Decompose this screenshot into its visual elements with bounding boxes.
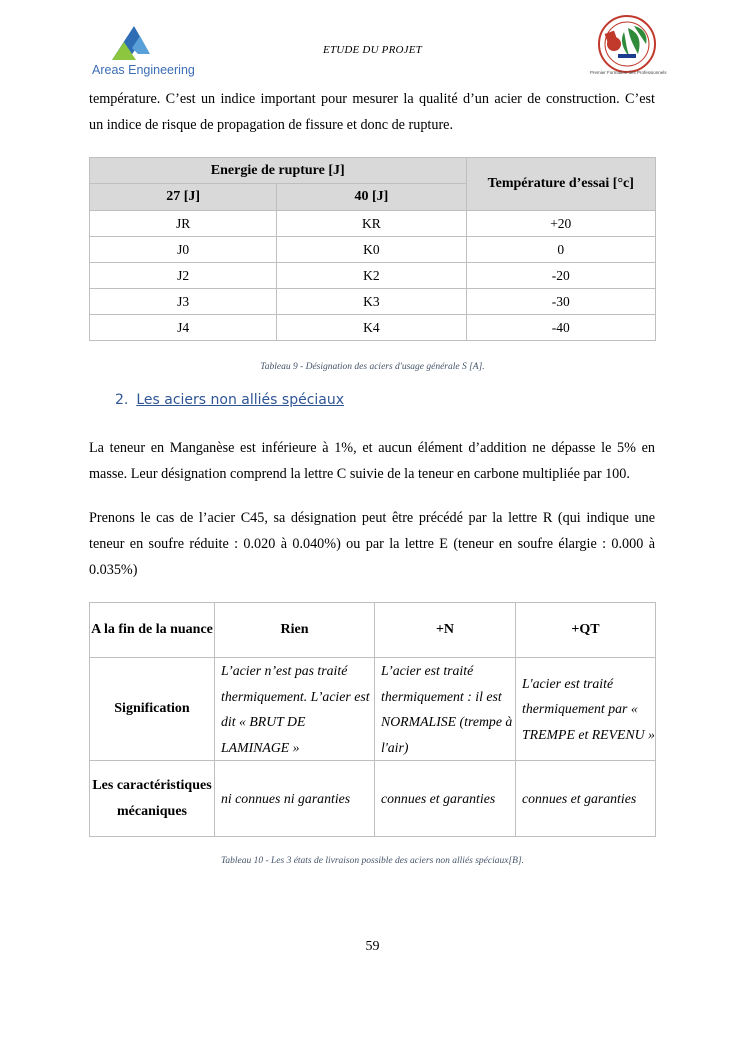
energy-group-header: Energie de rupture [J]: [90, 158, 467, 184]
carac-label: Les caractéristiques mécaniques: [90, 761, 215, 837]
table-row: [90, 289, 656, 315]
table-cell: K2: [277, 263, 466, 289]
table-cell: L’acier est traité thermiquement : il est NORMALISE (trempe à l'air): [375, 658, 516, 761]
delivery-states-table: [89, 602, 656, 837]
table-cell: KR: [277, 211, 466, 237]
table-cell: K0: [277, 237, 466, 263]
table-row: [90, 211, 656, 237]
table1-caption: Tableau 9 - Désignation des aciers d'usage générale S [A].: [260, 362, 485, 372]
text-line: température. C’est un indice important pour mesurer la qualité d’un acier de construction. C’est: [89, 91, 655, 107]
table-cell: L'acier est traité thermiquement par « TREMPE et REVENU »: [516, 658, 656, 761]
table-cell: K3: [277, 289, 466, 315]
table-cell: -40: [466, 315, 656, 341]
c45-paragraph: [89, 505, 655, 583]
text-line: masse. Leur désignation comprend la lettre C suivie de la teneur en carbone multipliée par 100.: [89, 466, 630, 482]
signification-label: Signification: [90, 658, 215, 761]
table-cell: J0: [90, 237, 277, 263]
table-cell: -20: [466, 263, 656, 289]
text-line: teneur en soufre réduite : 0.020 à 0.040%) ou par la lettre E (teneur en soufre élargie : 0.000 à: [89, 536, 655, 552]
header-title: ETUDE DU PROJET: [323, 44, 422, 56]
table-row: [90, 315, 656, 341]
table-cell: J3: [90, 289, 277, 315]
table-cell: K4: [277, 315, 466, 341]
table-row: [90, 263, 656, 289]
page-number: 59: [365, 939, 380, 954]
rien-header: Rien: [215, 603, 375, 658]
temperature-header: Température d’essai [°c]: [466, 158, 656, 211]
nuance-header: A la fin de la nuance: [90, 603, 215, 658]
table-cell: -30: [466, 289, 656, 315]
text-line: Prenons le cas de l’acier C45, sa désignation peut être précédé par la lettre R (qui indique une: [89, 510, 655, 526]
table-cell: JR: [90, 211, 277, 237]
logo-caption: Premier Formation des Professionnels: [590, 70, 667, 75]
intro-paragraph: [89, 86, 655, 138]
table2-caption: Tableau 10 - Les 3 états de livraison possible des aciers non alliés spéciaux[B].: [220, 856, 525, 866]
rupture-energy-table: [89, 157, 656, 341]
section-title: Les aciers non alliés spéciaux: [136, 392, 345, 408]
text-line: La teneur en Manganèse est inférieure à 1%, et aucun élément d’addition ne dépasse le 5% en: [89, 440, 655, 456]
table-row: [90, 237, 656, 263]
table-cell: connues et garanties: [516, 761, 656, 837]
col-40j-header: 40 [J]: [277, 184, 466, 211]
section-number: 2.: [115, 392, 129, 408]
table-cell: 0: [466, 237, 656, 263]
table-cell: J2: [90, 263, 277, 289]
logo-text: Areas Engineering: [92, 63, 195, 77]
table-cell: +20: [466, 211, 656, 237]
manganese-paragraph: [89, 435, 655, 487]
table-cell: ni connues ni garanties: [215, 761, 375, 837]
table-cell: L’acier n’est pas traité thermiquement. L’acier est dit « BRUT DE LAMINAGE »: [215, 658, 375, 761]
qt-header: +QT: [516, 603, 656, 658]
text-line: un indice de risque de propagation de fissure et donc de rupture.: [89, 117, 454, 133]
section-heading: [115, 392, 344, 408]
col-27j-header: 27 [J]: [90, 184, 277, 211]
text-line: 0.035%): [89, 562, 138, 578]
table-cell: connues et garanties: [375, 761, 516, 837]
n-header: +N: [375, 603, 516, 658]
table-cell: J4: [90, 315, 277, 341]
